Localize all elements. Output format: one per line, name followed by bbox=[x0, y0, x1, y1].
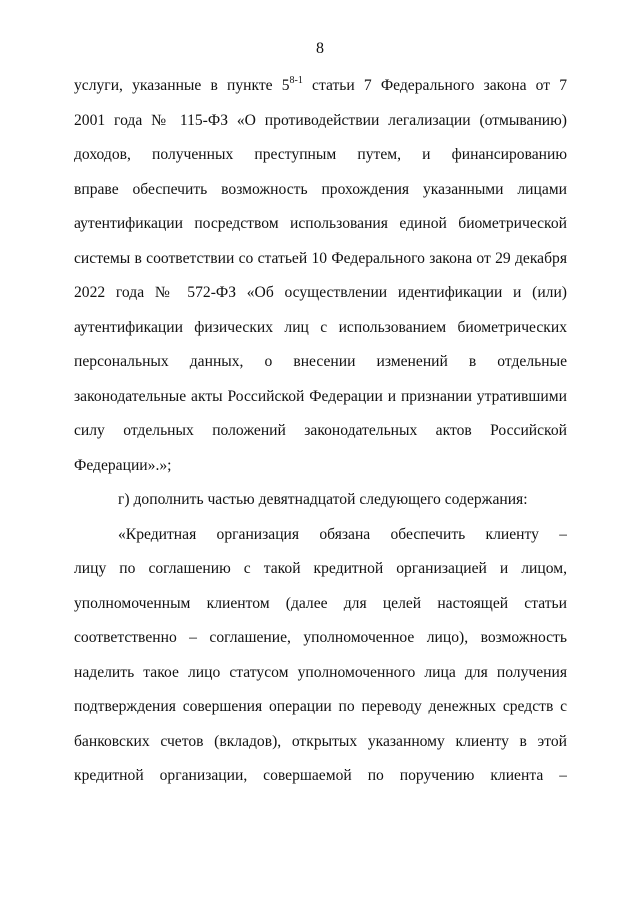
text-line: аутентификации физических лиц с использованием биометрических bbox=[74, 318, 567, 336]
text-line: уполномоченным клиентом (далее для целей настоящей статьи bbox=[74, 594, 567, 612]
text-line: вправе обеспечить возможность прохождения указанными лицами bbox=[74, 180, 567, 198]
text-line: персональных данных, о внесении изменений в отдельные bbox=[74, 353, 567, 370]
text-line: соответственно – соглашение, уполномоченное лицо), возможность bbox=[74, 629, 567, 646]
text-line: «Кредитная организация обязана обеспечить клиенту – bbox=[118, 525, 567, 543]
text-line: кредитной организации, совершаемой по поручению клиента – bbox=[74, 767, 567, 784]
text-line: аутентификации посредством использования единой биометрической bbox=[74, 215, 567, 232]
text-fragment: услуги, указанные в пункте 5 bbox=[74, 77, 290, 94]
document-body bbox=[74, 69, 567, 794]
text-fragment: статьи 7 Федерального закона от 7 bbox=[312, 77, 567, 94]
text-line: г) дополнить частью девятнадцатой следующего содержания: bbox=[118, 491, 528, 508]
text-line: лицу по соглашению с такой кредитной организацией и лицом, bbox=[74, 560, 567, 577]
text-line bbox=[74, 69, 567, 104]
superscript: 8-1 bbox=[289, 75, 303, 86]
text-line: наделить такое лицо статусом уполномоченного лица для получения bbox=[74, 663, 567, 681]
text-line: 2022 года № 572-ФЗ «Об осуществлении идентификации и (или) bbox=[74, 284, 567, 301]
text-line: силу отдельных положений законодательных актов Российской bbox=[74, 422, 567, 439]
text-line: Федерации».»; bbox=[74, 456, 172, 474]
text-line: системы в соответствии со статьей 10 Федерального закона от 29 декабря bbox=[74, 249, 567, 267]
page-number: 8 bbox=[316, 40, 324, 57]
text-line: законодательные акты Российской Федерации и признании утратившими bbox=[74, 387, 567, 405]
text-line: 2001 года № 115-ФЗ «О противодействии легализации (отмыванию) bbox=[74, 111, 567, 129]
text-line: доходов, полученных преступным путем, и финансированию bbox=[74, 146, 567, 163]
text-line: банковских счетов (вкладов), открытых указанному клиенту в этой bbox=[74, 732, 567, 750]
text-line: подтверждения совершения операции по переводу денежных средств с bbox=[74, 698, 567, 715]
